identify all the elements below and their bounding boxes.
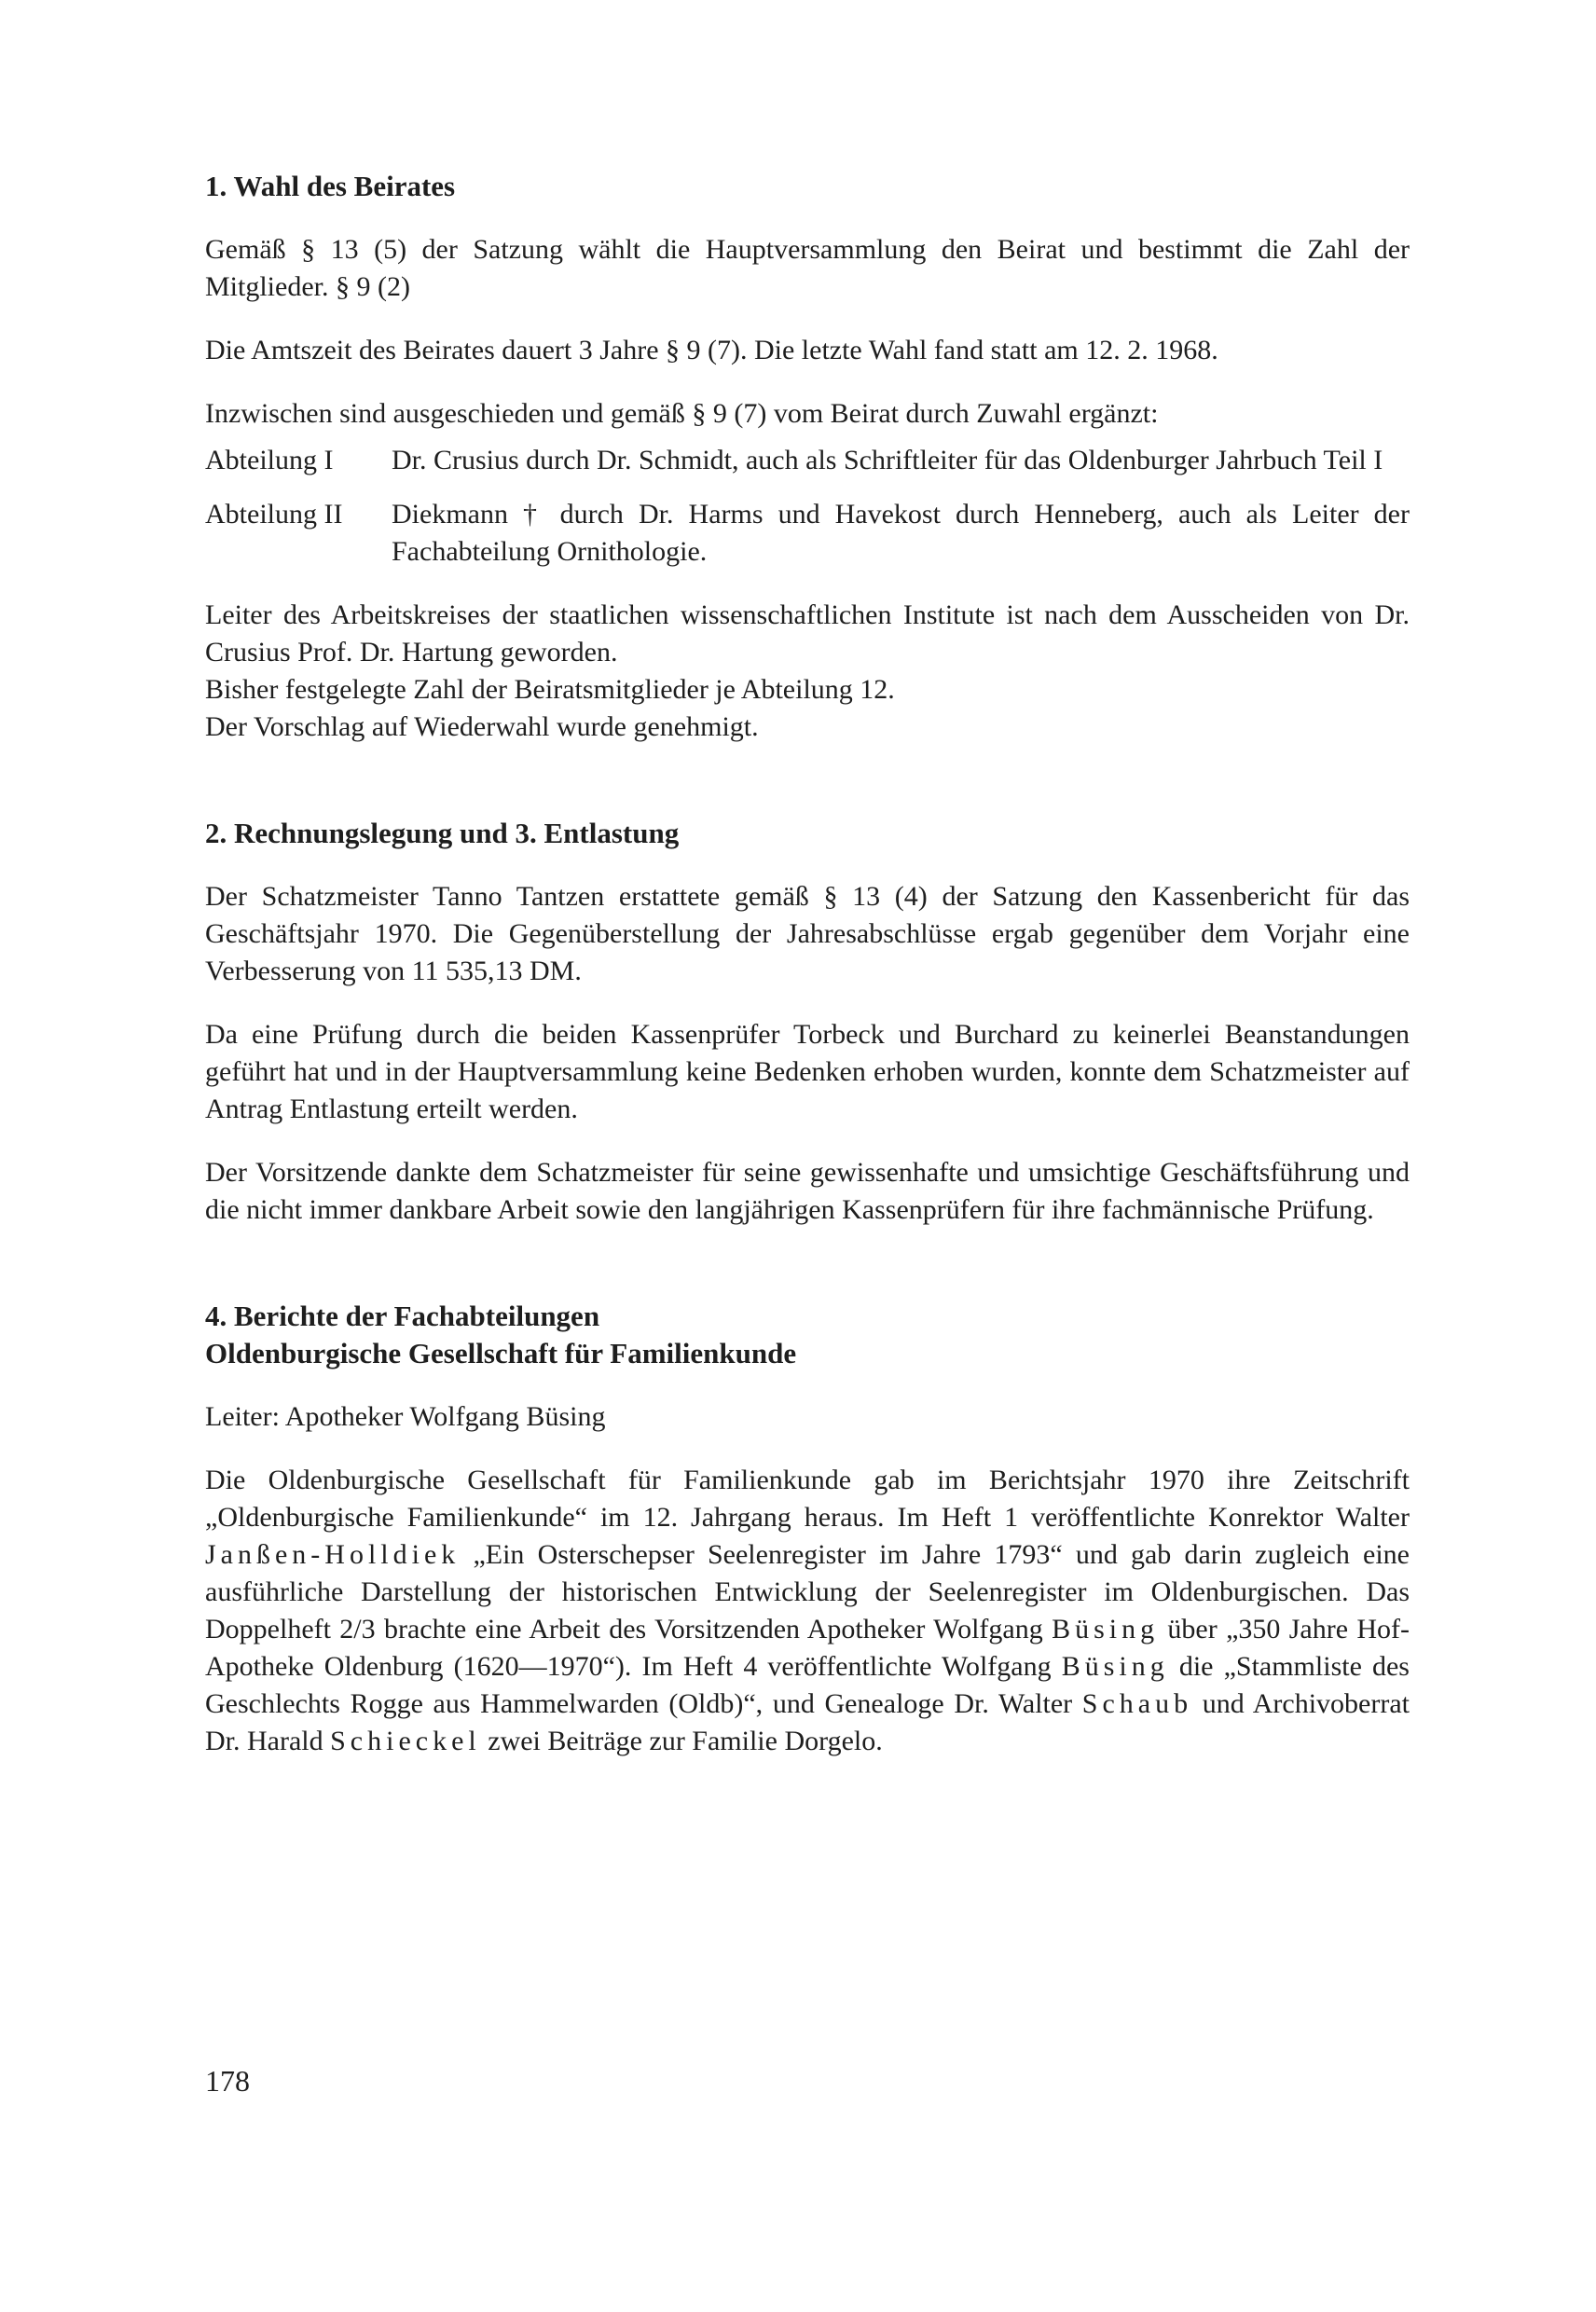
heading-rechnungslegung: 2. Rechnungslegung und 3. Entlastung [205, 817, 680, 849]
heading-berichte: 4. Berichte der Fachabteilungen [205, 1300, 600, 1332]
paragraph-amtszeit: Die Amtszeit des Beirates dauert 3 Jahre § 9 (7). Die letzte Wahl fand statt am 12. 2. 1968. [205, 335, 1218, 365]
heading-wahl-des-beirates: 1. Wahl des Beirates [205, 170, 456, 202]
author-name: Janßen-Holldiek [205, 1539, 461, 1570]
paragraph-ausgeschieden: Inzwischen sind ausgeschieden und gemäß § 9 (7) vom Beirat durch Zuwahl ergänzt: [205, 398, 1159, 429]
paragraph-kassenbericht: Der Schatzmeister Tanno Tantzen erstattete gemäß § 13 (4) der Satzung den Kassenbericht für das Geschäftsjahr 1970. Die Gegenüberstellung der Jahresabschlüsse ergab gegenüber dem Vorjahr eine Verbesserung von 11 535,13 DM. [205, 881, 1410, 986]
paragraph-satzung: Gemäß § 13 (5) der Satzung wählt die Hauptversammlung den Beirat und bestimmt die Zahl der Mitglieder. § 9 (2) [205, 234, 1410, 302]
paragraph-familienkunde-bericht: Die Oldenburgische Gesellschaft für Familienkunde gab im Berichtsjahr 1970 ihre Zeitschrift „Oldenburgische Familienkunde“ im 12. Jahrgang heraus. Im Heft 1 veröffentlichte Konrektor Walter Janßen-Holldiek „Ein Osterschepser Seelenregister im Jahre 1793“ und gab darin zugleich eine ausführliche Darstellung der historischen Entwicklung der Seelenregister im Oldenburgischen. Das Doppelheft 2/3 brachte eine Arbeit des Vorsitzenden Apotheker Wolfgang Büsing über „350 Jahre Hof-Apotheke Oldenburg (1620—1970“). Im Heft 4 veröffentlichte Wolfgang Büsing die „Stammliste des Geschlechts Rogge aus Hammelwarden (Oldb)“, und Genealoge Dr. Walter Schaub und Archivoberrat Dr. Harald Schieckel zwei Beiträge zur Familie Dorgelo. [205, 1465, 1410, 1756]
heading-familienkunde: Oldenburgische Gesellschaft für Familienkunde [205, 1337, 797, 1369]
author-name: Schieckel [330, 1726, 481, 1756]
abteilung-2-text: Diekmann † durch Dr. Harms und Havekost durch Henneberg, auch als Leiter der Fachabteilung Ornithologie. [392, 499, 1410, 567]
line-wiederwahl: Der Vorschlag auf Wiederwahl wurde genehmigt. [205, 711, 759, 742]
abteilung-1-label: Abteilung I [205, 445, 334, 475]
paragraph-arbeitskreis: Leiter des Arbeitskreises der staatlichen wissenschaftlichen Institute ist nach dem Ausscheiden von Dr. Crusius Prof. Dr. Hartung geworden. [205, 599, 1410, 667]
abteilung-1-entry [205, 442, 1410, 479]
author-name: Schaub [1081, 1688, 1193, 1719]
author-name: Büsing [1061, 1651, 1169, 1682]
paragraph-pruefung: Da eine Prüfung durch die beiden Kassenprüfer Torbeck und Burchard zu keinerlei Beanstandungen geführt hat und in der Hauptversammlung keine Bedenken erhoben wurden, konnte dem Schatzmeister auf Antrag Entlastung erteilt werden. [205, 1019, 1410, 1124]
abteilung-1-text: Dr. Crusius durch Dr. Schmidt, auch als Schriftleiter für das Oldenburger Jahrbuch Teil I [392, 445, 1383, 475]
page-number: 178 [205, 2064, 250, 2098]
paragraph-dank: Der Vorsitzende dankte dem Schatzmeister für seine gewissenhafte und umsichtige Geschäftsführung und die nicht immer dankbare Arbeit sowie den langjährigen Kassenprüfern für ihre fachmännische Prüfung. [205, 1157, 1410, 1225]
line-beiratsmitglieder: Bisher festgelegte Zahl der Beiratsmitglieder je Abteilung 12. [205, 674, 895, 705]
author-name: Büsing [1052, 1614, 1160, 1645]
abteilung-2-entry [205, 496, 1410, 571]
line-leiter: Leiter: Apotheker Wolfgang Büsing [205, 1401, 606, 1432]
abteilung-2-label: Abteilung II [205, 499, 343, 530]
page-body [205, 168, 1410, 1786]
